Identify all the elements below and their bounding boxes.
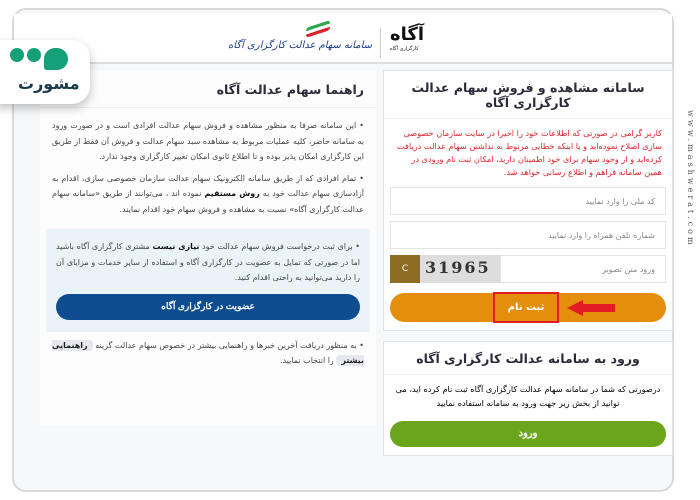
guide-paragraph: [40, 165, 376, 218]
national-code-input[interactable]: کد ملی را وارد نمایید: [390, 187, 666, 215]
logo-dots-icon: [10, 48, 68, 70]
captcha-row: [390, 255, 666, 283]
captcha-image: 31965: [420, 255, 500, 283]
samaneh-logo: سامانه سهام عدالت کارگزاری آگاه: [228, 40, 372, 51]
login-panel: [383, 341, 673, 456]
guide-panel: [40, 70, 376, 426]
more-guide-link[interactable]: راهنمایی بیشتر: [52, 340, 364, 365]
divider: [380, 28, 381, 58]
bold-text: روش مستقیم: [204, 189, 260, 198]
text: • برای ثبت درخواست فروش سهام عدالت خود: [199, 242, 361, 251]
bold-text: نیازی نیست: [152, 242, 200, 251]
guide-paragraph: [40, 332, 376, 369]
login-title: ورود به سامانه عدالت کارگزاری آگاه: [384, 342, 672, 375]
agah-tagline: کارگزاری آگاه: [390, 46, 419, 52]
membership-button[interactable]: عضویت در کارگزاری آگاه: [56, 294, 360, 320]
mashwerat-logo: [0, 40, 90, 104]
guide-paragraph: [56, 239, 360, 286]
watermark: www.mashwerat.com: [686, 110, 695, 248]
text: مشتری کارگزاری آگاه باشید اما در صورتی که تمایل به عضویت در کارگزاری آگاه و استفاده از سایر خدمات و مزایای آن را دارید می‌توانید به راحتی اقدام کنید.: [56, 242, 360, 282]
mobile-input[interactable]: شماره تلفن همراه را وارد نمایید: [390, 221, 666, 249]
membership-box: [46, 229, 370, 332]
login-text: درصورتی که شما در سامانه سهام عدالت کارگزاری آگاه ثبت نام کرده اید، می توانید از بخش زیر جهت ورود به سامانه استفاده نمایید: [395, 384, 661, 408]
text: را انتخاب نمایید.: [279, 356, 337, 365]
guide-title: راهنما سهام عدالت آگاه: [40, 70, 376, 108]
captcha-input[interactable]: ورود متن تصویر: [500, 255, 666, 283]
warning-text: کاربر گرامی در صورتی که اطلاعات خود را اخیرا در سایت سازمان خصوصی سازی اصلاح نموده‌اید و یا اینکه خطایی مربوط به نداشتن سهام عدالت دریافت کرده‌اید و از وجود سهام برای خود اطمینان دارید، امکان ثبت نام ورودی در همین سامانه فراهم و اطلاع رسانی خواهد شد.: [397, 128, 662, 177]
register-panel: [383, 70, 673, 331]
register-button-label[interactable]: ثبت نام: [493, 292, 559, 323]
captcha: [390, 255, 500, 283]
right-column: [383, 70, 673, 456]
header: [14, 14, 672, 64]
agah-logo-text: آگاه: [390, 24, 425, 45]
agah-logo[interactable]: [390, 24, 424, 53]
guide-paragraph: • این سامانه صرفا به منظور مشاهده و فروش سهام عدالت افرادی است و در صورت ورود به سامانه حاضر، کلیه عملیات مربوط به مشاهده سبد سهام عدالت و فروش آن فقط از طریق این کارگزاری امکان پذیر بوده و تا اطلاع ثانوی امکان تغییر کارگزاری وجود ندارد.: [52, 121, 364, 161]
text: نموده اند ، می‌توانند از طریق «سامانه سهام عدالت کارگزاری آگاه» نسبت به مشاهده و فروش سهام خود اقدام نمایند.: [52, 189, 364, 214]
text: • به منظور دریافت آخرین خبرها و راهنمایی بیشتر در خصوص سهام عدالت گزینه: [92, 340, 364, 350]
brand-name: مشورت: [18, 74, 80, 93]
register-title: سامانه مشاهده و فروش سهام عدالت کارگزاری آگاه: [384, 71, 672, 119]
text: • تمام افرادی که از طریق سامانه الکترونیک سهام عدالت سازمان خصوصی سازی، اقدام به آزادسازی سهام عدالت خود به: [52, 173, 365, 198]
login-button[interactable]: ورود: [390, 421, 666, 447]
captcha-refresh-button[interactable]: C: [390, 255, 420, 283]
red-arrow-icon: [567, 300, 615, 316]
register-button[interactable]: [390, 293, 666, 322]
